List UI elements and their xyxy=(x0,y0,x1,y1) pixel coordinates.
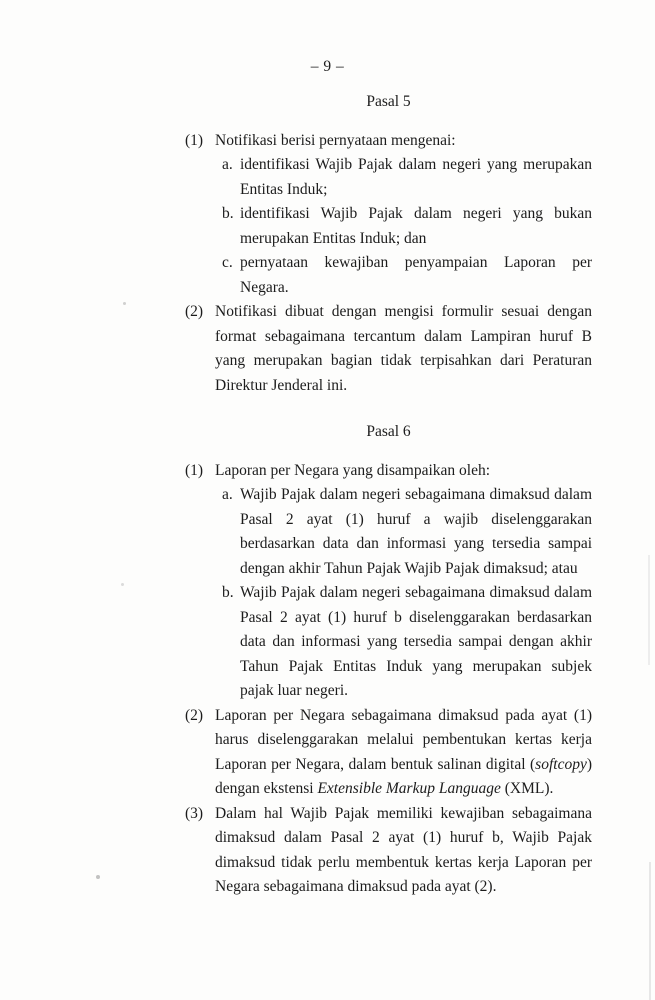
page-number: – 9 – xyxy=(310,58,345,75)
sub-item xyxy=(222,202,592,251)
item-number: (3) xyxy=(185,804,204,822)
article-item xyxy=(185,704,592,802)
item-number: (1) xyxy=(185,461,204,479)
item-text: Notifikasi berisi pernyataan mengenai: xyxy=(215,131,456,149)
section-heading: Pasal 6 xyxy=(366,423,411,440)
scan-artifact-dot xyxy=(96,875,100,879)
sub-item-text: pernyataan kewajiban penyampaian Laporan per Negara. xyxy=(240,254,592,296)
item-text-run: (XML). xyxy=(500,780,554,797)
article-item xyxy=(185,459,592,704)
sub-item xyxy=(222,581,592,704)
scan-artifact-streak xyxy=(649,862,651,1000)
document-body xyxy=(185,90,592,900)
scan-artifact-dot xyxy=(123,302,126,305)
article-item xyxy=(185,300,592,398)
sub-item-label: b. xyxy=(222,584,234,601)
section-pasal-6 xyxy=(185,420,592,900)
article-item xyxy=(185,802,592,900)
sub-item xyxy=(222,251,592,300)
sub-item-text: identifikasi Wajib Pajak dalam negeri yang bukan merupakan Entitas Induk; dan xyxy=(240,205,592,247)
item-text-run: Laporan per Negara sebagaimana dimaksud pada ayat (1) harus diselenggarakan melalui pembentukan kertas kerja Laporan per Negara, dalam bentuk salinan digital ( xyxy=(215,706,592,773)
item-text-run-italic: Extensible Markup Language xyxy=(317,780,501,797)
item-text-run: ) dengan ekstensi xyxy=(215,755,592,797)
section-heading: Pasal 5 xyxy=(366,93,411,110)
item-number: (2) xyxy=(185,303,204,320)
item-number: (1) xyxy=(185,131,204,149)
item-text: Laporan per Negara yang disampaikan oleh: xyxy=(215,461,491,479)
item-number: (2) xyxy=(185,706,204,724)
section-pasal-5 xyxy=(185,90,592,398)
sub-item-list xyxy=(222,483,592,704)
sub-item-label: b. xyxy=(222,205,234,222)
article-item xyxy=(185,129,592,301)
item-text-wrap xyxy=(215,129,592,301)
sub-item-label: c. xyxy=(222,254,233,271)
sub-item-list xyxy=(222,153,592,300)
sub-item xyxy=(222,153,592,202)
sub-item-label: a. xyxy=(222,486,233,503)
scan-artifact-dot xyxy=(121,583,124,586)
sub-item-text: Wajib Pajak dalam negeri sebagaimana dimaksud dalam Pasal 2 ayat (1) huruf a wajib diselenggarakan berdasarkan data dan informasi yang tersedia sampai dengan akhir Tahun Pajak Wajib Pajak dimaksud; atau xyxy=(240,486,592,577)
item-text-wrap xyxy=(215,459,592,704)
sub-item-text: identifikasi Wajib Pajak dalam negeri yang merupakan Entitas Induk; xyxy=(240,156,592,198)
scan-artifact-streak xyxy=(648,555,650,665)
item-text: Notifikasi dibuat dengan mengisi formulir sesuai dengan format sebagaimana tercantum dalam Lampiran huruf B yang merupakan bagian tidak terpisahkan dari Peraturan Direktur Jenderal ini. xyxy=(215,303,592,394)
sub-item-label: a. xyxy=(222,156,233,173)
item-text: Dalam hal Wajib Pajak memiliki kewajiban sebagaimana dimaksud dalam Pasal 2 ayat (1) huruf b, Wajib Pajak dimaksud tidak perlu membentuk kertas kerja Laporan per Negara sebagaimana dimaksud pada ayat (2). xyxy=(215,804,592,895)
sub-item xyxy=(222,483,592,581)
sub-item-text: Wajib Pajak dalam negeri sebagaimana dimaksud dalam Pasal 2 ayat (1) huruf b diselenggarakan berdasarkan data dan informasi yang tersedia sampai dengan akhir Tahun Pajak Entitas Induk yang merupakan subjek pajak luar negeri. xyxy=(240,584,592,699)
item-text-run-italic: softcopy xyxy=(535,755,587,773)
item-text xyxy=(215,704,592,802)
